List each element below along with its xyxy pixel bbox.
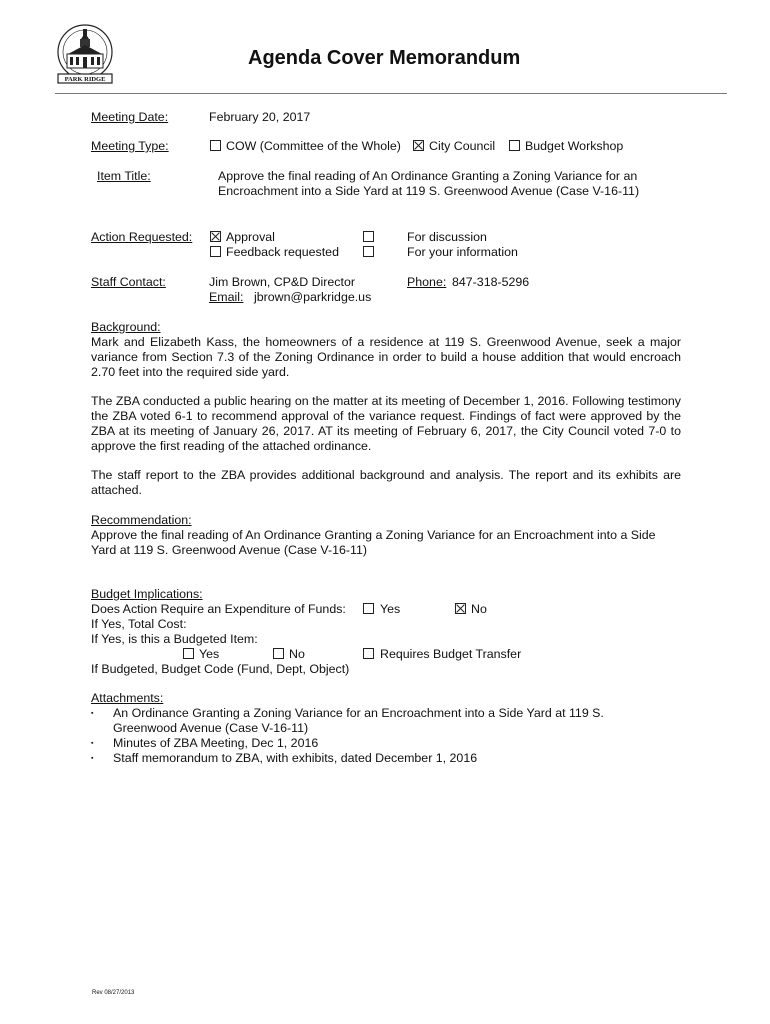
expenditure-question: Does Action Require an Expenditure of Funds: — [91, 602, 346, 616]
bullet-icon: ▪ — [91, 755, 94, 762]
attachment-item-1-line-2: Greenwood Avenue (Case V-16-11) — [113, 721, 309, 735]
checkbox-budget-transfer[interactable] — [363, 648, 374, 659]
item-title-line-1: Approve the final reading of An Ordinance Granting a Zoning Variance for an — [218, 169, 638, 183]
total-cost-label: If Yes, Total Cost: — [91, 617, 187, 631]
option-approval-label: Approval — [226, 230, 275, 244]
meeting-date-value: February 20, 2017 — [209, 110, 311, 124]
background-paragraph-2: The ZBA conducted a public hearing on the matter at its meeting of December 1, 2016. Following testimony the ZBA voted 6-1 to recommend approval of the variance request. Findings of fact were approved by the ZBA at its meeting of January 26, 2017. AT its meeting of February 6, 2017, the City Council voted 7-0 to approve the first reading of the attached ordinance. — [91, 394, 681, 453]
meeting-date-label: Meeting Date: — [91, 110, 169, 124]
budgeted-question: If Yes, is this a Budgeted Item: — [91, 632, 258, 646]
recommendation-heading: Recommendation: — [91, 513, 192, 527]
phone-value: 847-318-5296 — [452, 275, 530, 289]
item-title-line-2: Encroachment into a Side Yard at 119 S. Greenwood Avenue (Case V-16-11) — [218, 184, 640, 198]
checkbox-budget-workshop[interactable] — [509, 140, 520, 151]
checkbox-budgeted-no[interactable] — [273, 648, 284, 659]
attachments-heading: Attachments: — [91, 691, 164, 705]
option-budget-workshop-label: Budget Workshop — [525, 139, 624, 153]
email-label: Email: — [209, 290, 244, 304]
checkbox-expenditure-yes[interactable] — [363, 603, 374, 614]
logo-banner-text: PARK RIDGE — [64, 76, 106, 83]
revision-note: Rev 08/27/2013 — [92, 990, 135, 996]
attachment-item-1-line-1: An Ordinance Granting a Zoning Variance for an Encroachment into a Side Yard at 119 S. — [113, 706, 604, 720]
option-cow-label: COW (Committee of the Whole) — [226, 139, 401, 153]
checkbox-feedback[interactable] — [210, 246, 221, 257]
staff-contact-label: Staff Contact: — [91, 275, 166, 289]
meeting-type-label: Meeting Type: — [91, 139, 169, 153]
page-title: Agenda Cover Memorandum — [248, 47, 521, 69]
phone-label: Phone: — [407, 275, 447, 289]
bullet-icon: ▪ — [91, 710, 94, 717]
bullet-icon: ▪ — [91, 740, 94, 747]
attachment-item-3: Staff memorandum to ZBA, with exhibits, dated December 1, 2016 — [113, 751, 478, 765]
budget-heading: Budget Implications: — [91, 587, 203, 601]
option-feedback-label: Feedback requested — [226, 245, 339, 259]
recommendation-line-2: Yard at 119 S. Greenwood Avenue (Case V-16-11) — [91, 543, 367, 557]
background-heading: Background: — [91, 320, 161, 334]
checkbox-information[interactable] — [363, 246, 374, 257]
budget-transfer-label: Requires Budget Transfer — [380, 647, 522, 661]
city-seal-logo — [55, 20, 115, 90]
expenditure-no-label: No — [471, 602, 487, 616]
attachment-item-2: Minutes of ZBA Meeting, Dec 1, 2016 — [113, 736, 319, 750]
budgeted-yes-label: Yes — [199, 647, 220, 661]
background-paragraph-3: The staff report to the ZBA provides additional background and analysis. The report and its exhibits are attached. — [91, 468, 681, 497]
checkbox-discussion[interactable] — [363, 231, 374, 242]
background-paragraph-1: Mark and Elizabeth Kass, the homeowners of a residence at 119 S. Greenwood Avenue, seek a major variance from Section 7.3 of the Zoning Ordinance in order to build a house addition that would encroach 2.70 feet into the required side yard. — [91, 335, 681, 379]
option-city-council-label: City Council — [429, 139, 496, 153]
title-divider — [55, 93, 727, 94]
option-discussion-label: For discussion — [407, 230, 487, 244]
checkbox-approval[interactable] — [210, 231, 221, 242]
staff-contact-name: Jim Brown, CP&D Director — [209, 275, 355, 289]
email-value[interactable]: jbrown@parkridge.us — [254, 290, 372, 304]
budget-code-label: If Budgeted, Budget Code (Fund, Dept, Object) — [91, 662, 350, 676]
checkbox-city-council[interactable] — [413, 140, 424, 151]
budgeted-no-label: No — [289, 647, 305, 661]
expenditure-yes-label: Yes — [380, 602, 401, 616]
item-title-label: Item Title: — [97, 169, 151, 183]
checkbox-cow[interactable] — [210, 140, 221, 151]
checkbox-expenditure-no[interactable] — [455, 603, 466, 614]
action-requested-label: Action Requested: — [91, 230, 193, 244]
city-hall-icon — [55, 20, 115, 90]
recommendation-line-1: Approve the final reading of An Ordinance Granting a Zoning Variance for an Encroachment into a Side — [91, 528, 656, 542]
checkbox-budgeted-yes[interactable] — [183, 648, 194, 659]
option-information-label: For your information — [407, 245, 518, 259]
